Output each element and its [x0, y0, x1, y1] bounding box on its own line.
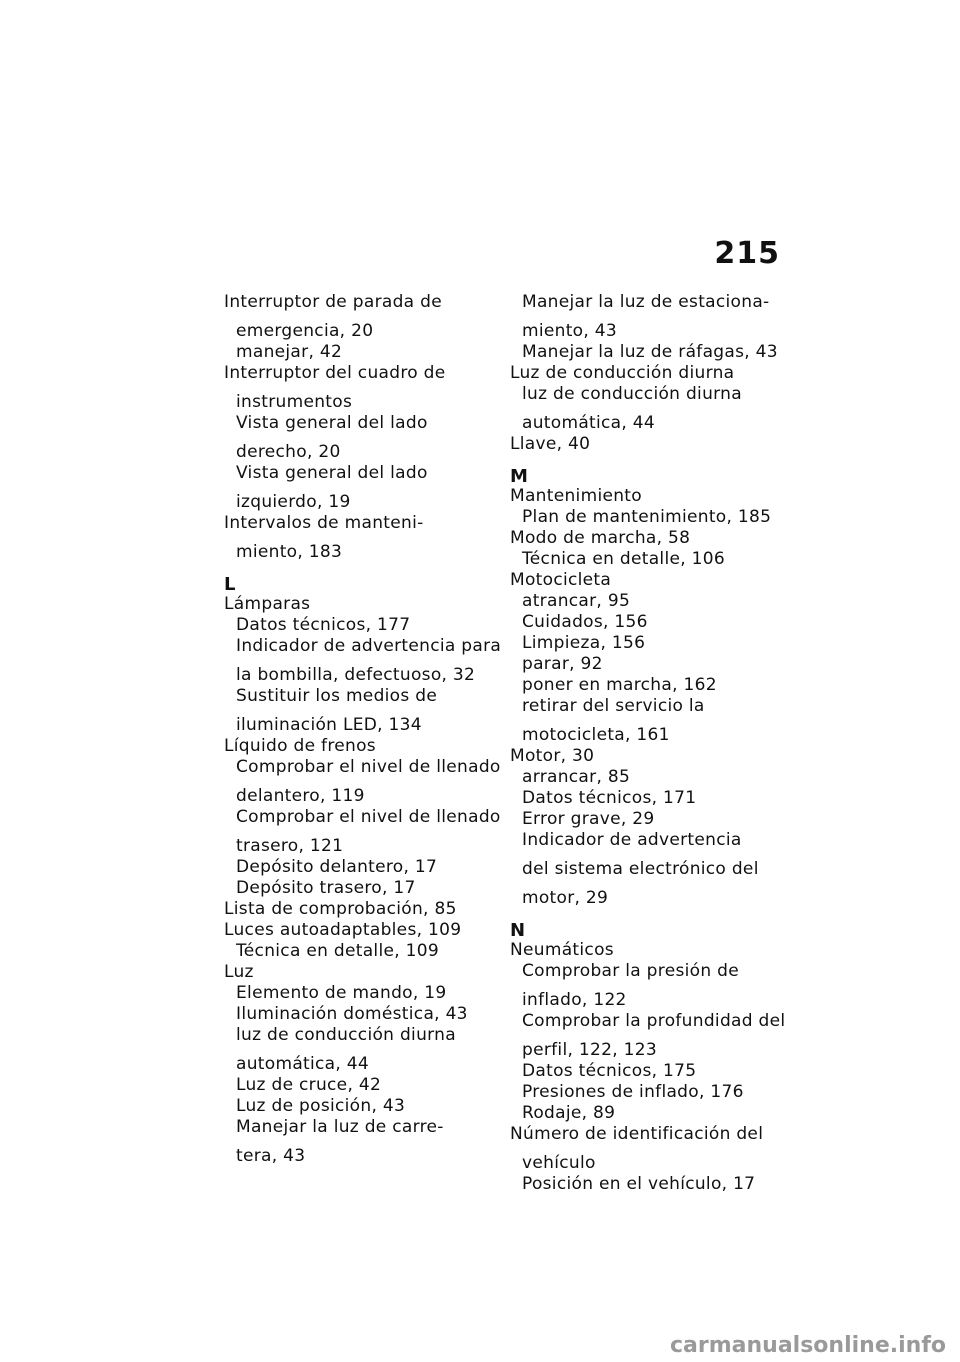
section-letter: L [224, 574, 236, 595]
index-subentry: luz de conducción diurna [522, 384, 742, 404]
watermark: carmanualsonline.info [670, 1333, 946, 1358]
index-subentry: Comprobar la profundidad del [522, 1011, 786, 1031]
index-entry: Neumáticos [510, 940, 614, 960]
index-subentry: Comprobar el nivel de llenado [236, 807, 501, 827]
index-subentry: parar, 92 [522, 654, 603, 674]
index-subentry: Comprobar la presión de [522, 961, 739, 981]
index-entry: Llave, 40 [510, 434, 591, 454]
index-subentry: Datos técnicos, 175 [522, 1061, 697, 1081]
index-entry: Mantenimiento [510, 486, 642, 506]
section-letter: N [510, 920, 526, 941]
index-subentry: Datos técnicos, 171 [522, 788, 697, 808]
index-entry: Luz [224, 962, 254, 982]
index-subentry: Depósito trasero, 17 [236, 878, 416, 898]
index-subentry: Vista general del lado [236, 413, 428, 433]
index-subentry: Sustituir los medios de [236, 686, 438, 706]
index-entry: Motocicleta [510, 570, 612, 590]
page-number: 215 [714, 236, 780, 271]
index-subentry: Posición en el vehículo, 17 [522, 1174, 756, 1194]
index-subentry: Manejar la luz de estaciona- [522, 292, 770, 312]
index-subentry: Limpieza, 156 [522, 633, 646, 653]
index-subentry: luz de conducción diurna [236, 1025, 456, 1045]
index-entry: Intervalos de manteni- [224, 513, 424, 533]
index-entry: Luz de conducción diurna [510, 363, 735, 383]
index-subentry: perfil, 122, 123 [522, 1040, 657, 1060]
index-subentry: Técnica en detalle, 106 [522, 549, 725, 569]
index-subentry: retirar del servicio la [522, 696, 705, 716]
index-subentry: Error grave, 29 [522, 809, 655, 829]
index-subentry: Técnica en detalle, 109 [236, 941, 439, 961]
index-subentry: miento, 183 [236, 542, 343, 562]
index-subentry: Elemento de mando, 19 [236, 983, 447, 1003]
index-subentry: Indicador de advertencia para [236, 636, 502, 656]
index-subentry: Depósito delantero, 17 [236, 857, 438, 877]
index-subentry: instrumentos [236, 392, 353, 412]
index-subentry: trasero, 121 [236, 836, 344, 856]
index-subentry: Cuidados, 156 [522, 612, 648, 632]
index-entry: Luces autoadaptables, 109 [224, 920, 462, 940]
index-subentry: miento, 43 [522, 321, 618, 341]
index-subentry: Presiones de inflado, 176 [522, 1082, 744, 1102]
index-entry: Lista de comprobación, 85 [224, 899, 457, 919]
index-subentry: del sistema electrónico del [522, 859, 759, 879]
index-entry: Líquido de frenos [224, 736, 376, 756]
index-subentry: Manejar la luz de carre- [236, 1117, 444, 1137]
index-subentry: Rodaje, 89 [522, 1103, 616, 1123]
index-subentry: delantero, 119 [236, 786, 365, 806]
index-subentry: izquierdo, 19 [236, 492, 351, 512]
index-subentry: Iluminación doméstica, 43 [236, 1004, 468, 1024]
index-subentry: derecho, 20 [236, 442, 341, 462]
index-entry: Lámparas [224, 594, 311, 614]
index-subentry: atrancar, 95 [522, 591, 631, 611]
index-subentry: poner en marcha, 162 [522, 675, 717, 695]
index-subentry: Datos técnicos, 177 [236, 615, 411, 635]
index-subentry: Indicador de advertencia [522, 830, 742, 850]
index-entry: Interruptor del cuadro de [224, 363, 446, 383]
index-subentry: automática, 44 [236, 1054, 370, 1074]
index-subentry: automática, 44 [522, 413, 656, 433]
index-subentry: Comprobar el nivel de llenado [236, 757, 501, 777]
index-subentry: motocicleta, 161 [522, 725, 670, 745]
index-subentry: motor, 29 [522, 888, 609, 908]
index-subentry: manejar, 42 [236, 342, 343, 362]
index-subentry: Manejar la luz de ráfagas, 43 [522, 342, 778, 362]
index-subentry: vehículo [522, 1153, 596, 1173]
index-subentry: Luz de posición, 43 [236, 1096, 406, 1116]
index-subentry: emergencia, 20 [236, 321, 374, 341]
index-entry: Motor, 30 [510, 746, 595, 766]
index-subentry: Plan de mantenimiento, 185 [522, 507, 772, 527]
index-column-right [510, 292, 795, 1195]
index-entry: Interruptor de parada de [224, 292, 442, 312]
index-subentry: la bombilla, defectuoso, 32 [236, 665, 476, 685]
section-letter: M [510, 466, 528, 487]
index-subentry: iluminación LED, 134 [236, 715, 422, 735]
index-column-left [224, 292, 509, 1167]
index-subentry: arrancar, 85 [522, 767, 631, 787]
index-entry: Número de identificación del [510, 1124, 764, 1144]
index-subentry: Vista general del lado [236, 463, 428, 483]
index-subentry: Luz de cruce, 42 [236, 1075, 382, 1095]
index-subentry: inflado, 122 [522, 990, 627, 1010]
index-subentry: tera, 43 [236, 1146, 306, 1166]
index-entry: Modo de marcha, 58 [510, 528, 691, 548]
